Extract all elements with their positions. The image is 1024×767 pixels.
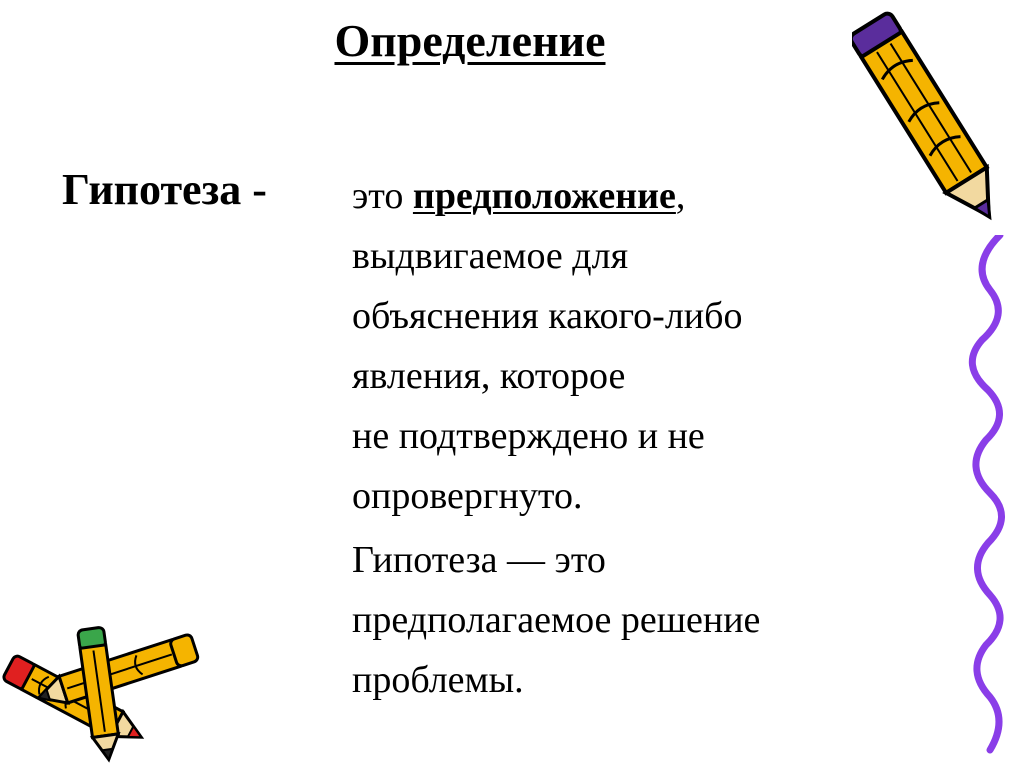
definition2-line-1: Гипотеза — это (352, 539, 606, 581)
crossed-pencils-icon (0, 610, 210, 767)
definition-keyword: предположение (412, 175, 676, 217)
definition-line-4: явления, которое (352, 355, 626, 397)
definition-paragraph-2 (352, 530, 996, 710)
slide-title: Определение (334, 15, 606, 66)
definition2-line-2: предполагаемое решение (352, 599, 761, 641)
definition2-line-3: проблемы. (352, 659, 524, 701)
definition-line-6: опровергнуто. (352, 475, 583, 517)
squiggle-line (960, 235, 1024, 755)
definition-comma: , (675, 175, 686, 217)
definition-line-5: не подтверждено и не (352, 415, 705, 457)
definition-prefix: это (352, 175, 413, 217)
definition-line-3: объяснения какого-либо (352, 295, 743, 337)
pencil-icon (852, 0, 1012, 250)
term-label: Гипотеза - (62, 165, 267, 214)
definition-line-2: выдвигаемое для (352, 235, 629, 277)
